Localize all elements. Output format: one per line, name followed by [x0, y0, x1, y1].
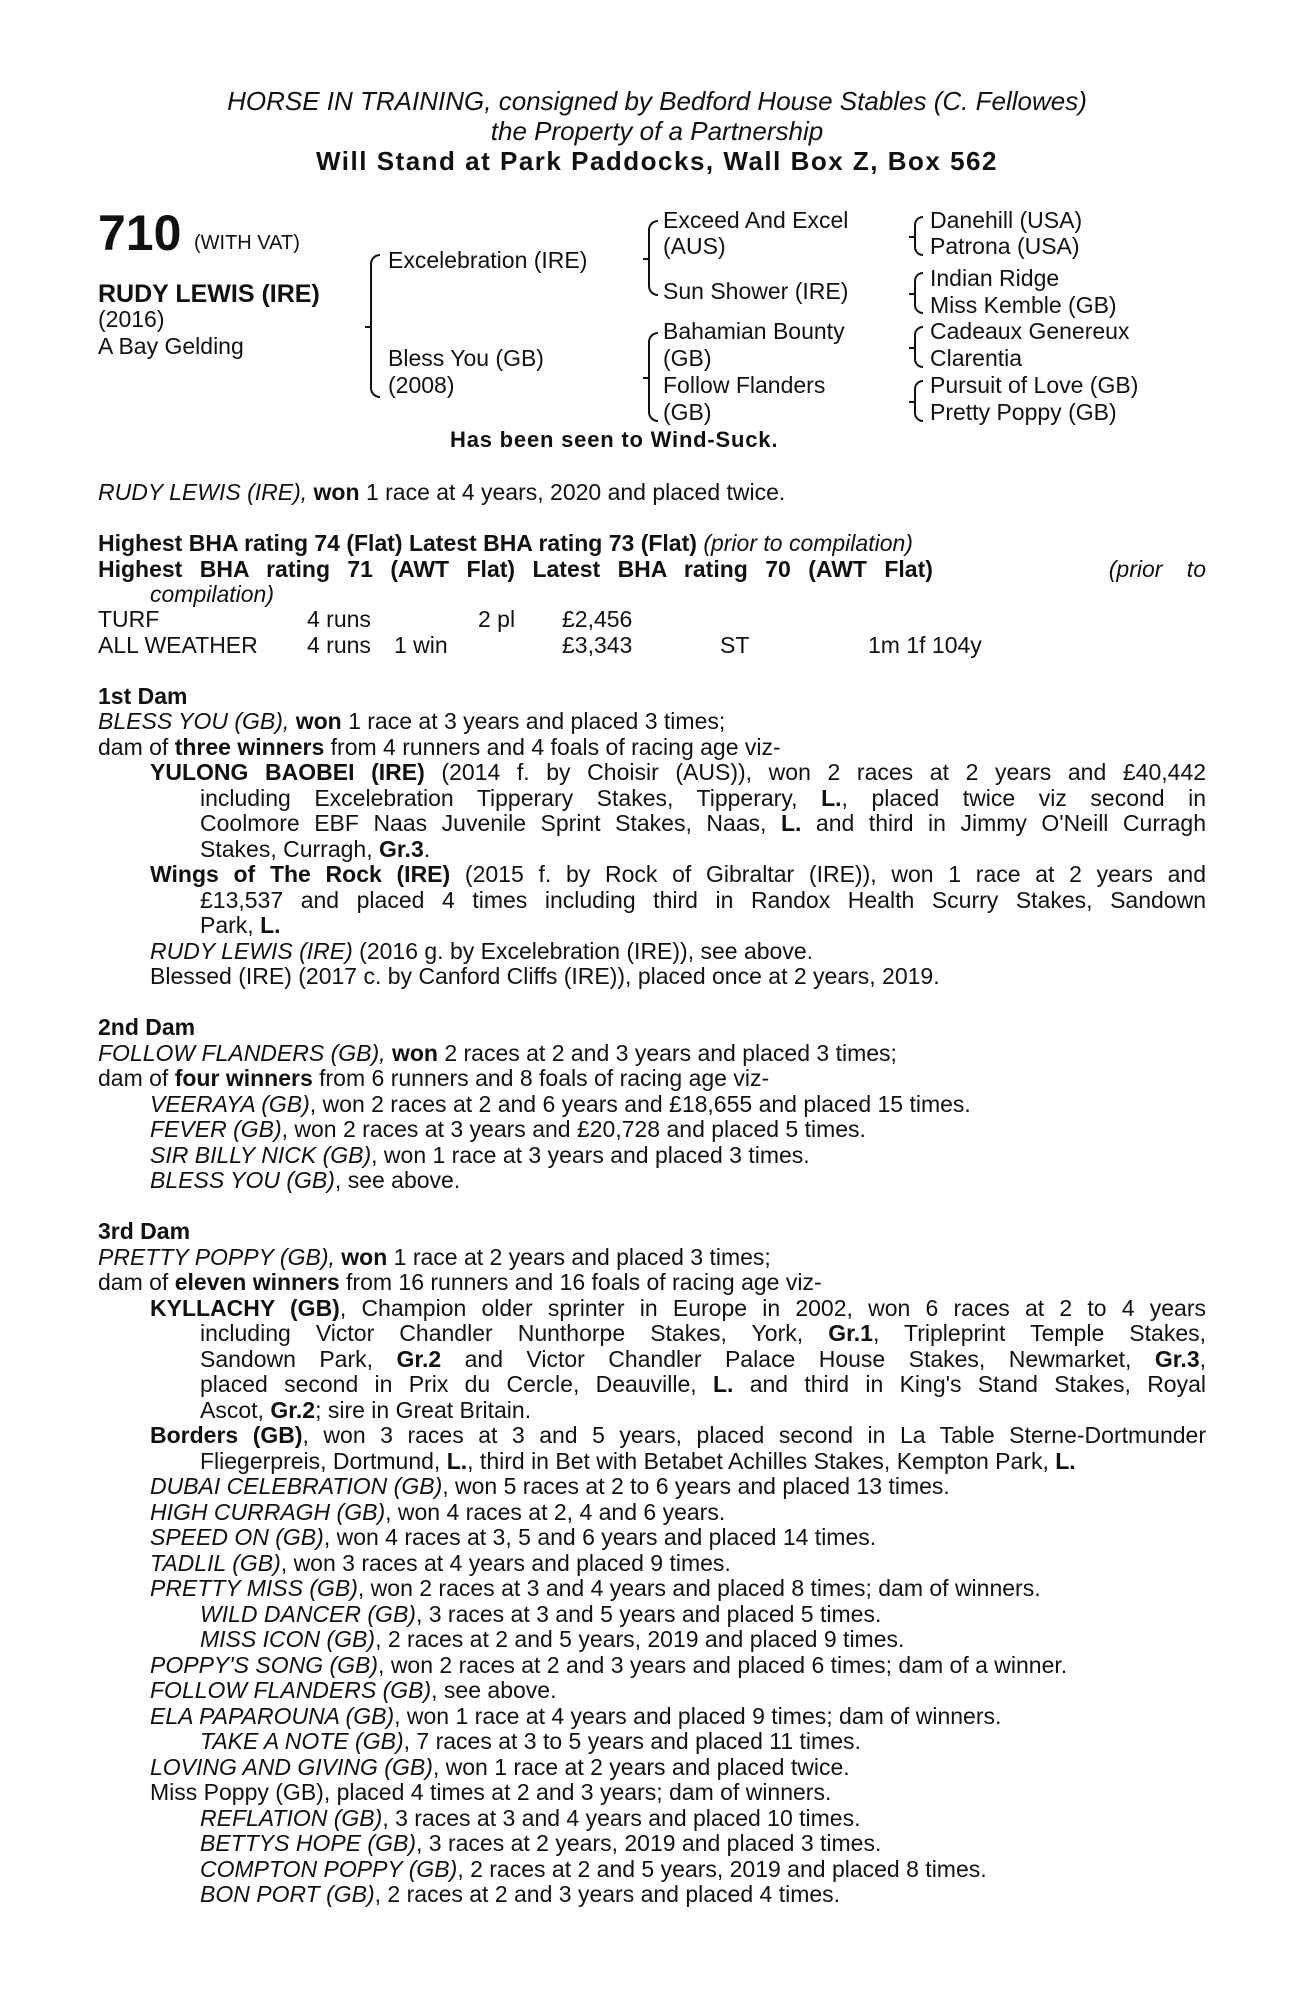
- pedigree-dds: Pursuit of Love (GB): [930, 372, 1139, 398]
- wind-suck-note: Has been seen to Wind-Suck.: [450, 427, 779, 452]
- aw-earnings: £3,343: [562, 632, 633, 658]
- foaling-year: (2016): [98, 306, 165, 332]
- borders-line1: [150, 1422, 1206, 1448]
- kyllachy-name: KYLLACHY (GB): [150, 1295, 340, 1321]
- rating-flat-note: (prior to compilation): [703, 530, 913, 556]
- header-title: HORSE IN TRAINING, consigned by Bedford House Stables (C. Fellowes): [227, 86, 1087, 116]
- dam2-p2-name: FEVER (GB): [150, 1116, 282, 1142]
- borders-b: Fliegerpreis, Dortmund,: [200, 1448, 441, 1474]
- borders-line2: [200, 1448, 1076, 1474]
- rating-awt-note-2: compilation): [150, 581, 274, 607]
- aw-label: ALL WEATHER: [98, 632, 258, 658]
- produce-name: BETTYS HOPE (GB): [200, 1830, 416, 1856]
- dam2-winners: four winners: [174, 1065, 313, 1091]
- pedigree-dam: Bless You (GB): [388, 345, 544, 371]
- dam1-p1-cl: L.: [780, 810, 802, 836]
- dam2-l2a: dam of: [98, 1065, 169, 1091]
- rating-flat: [98, 530, 913, 556]
- dam1-p2-name: Wings of The Rock (IRE): [150, 861, 451, 887]
- produce-line: [150, 1575, 1041, 1601]
- aw-distance: 1m 1f 104y: [868, 632, 982, 658]
- race-summary: [98, 479, 785, 505]
- produce-line: [150, 1779, 831, 1805]
- dam3-winners: eleven winners: [174, 1269, 340, 1295]
- kyllachy-b2: , Tripleprint Temple Stakes,: [872, 1320, 1207, 1346]
- produce-name: BON PORT (GB): [200, 1881, 375, 1907]
- header-owner: the Property of a Partnership: [490, 116, 824, 146]
- produce-rest: , 3 races at 3 and 5 years and placed 5 times.: [415, 1601, 882, 1627]
- dam1-p2-a: (2015 f. by Rock of Gibraltar (IRE)), won 1 race at 2 years and: [464, 861, 1207, 887]
- dam1-p4: Blessed (IRE) (2017 c. by Canford Cliffs (IRE)), placed once at 2 years, 2019.: [150, 963, 940, 989]
- horse-description: A Bay Gelding: [98, 333, 244, 359]
- dam1-p3-name: RUDY LEWIS (IRE): [150, 938, 353, 964]
- turf-earnings: £2,456: [562, 606, 633, 632]
- dam1-p2-line3: [200, 912, 281, 938]
- produce-rest: , won 3 races at 4 years and placed 9 times.: [280, 1550, 731, 1576]
- kyllachy-eg: Gr.2: [270, 1397, 316, 1423]
- produce-name: ELA PAPAROUNA (GB): [150, 1703, 395, 1729]
- summary-won: won: [313, 479, 360, 505]
- lot-number: 710: [98, 205, 182, 261]
- dam1-p3-rest: (2016 g. by Excelebration (IRE)), see above.: [359, 938, 814, 964]
- pedigree-dam-sire-country: (GB): [663, 345, 712, 371]
- borders-bl2: L.: [1055, 1448, 1076, 1474]
- kyllachy-e2: ; sire in Great Britain.: [315, 1397, 532, 1423]
- pedigree-dam-dam: Follow Flanders: [663, 372, 826, 398]
- produce-rest: , won 5 races at 2 to 6 years and placed 13 times.: [442, 1473, 950, 1499]
- kyllachy-cg: Gr.2: [396, 1346, 442, 1372]
- produce-line: [200, 1881, 840, 1907]
- kyllachy-d2: and third in King's Stand Stakes, Royal: [749, 1371, 1206, 1397]
- kyllachy-c: Sandown Park,: [200, 1346, 374, 1372]
- produce-name: HIGH CURRAGH (GB): [150, 1499, 386, 1525]
- pedigree-brace-sire: [648, 220, 658, 296]
- kyllachy-c2: and Victor Chandler Palace House Stakes, Newmarket,: [464, 1346, 1132, 1372]
- dam2-p3-rest: , won 1 race at 3 years and placed 3 times.: [371, 1142, 810, 1168]
- dam3-name: PRETTY POPPY (GB),: [98, 1244, 335, 1270]
- dam1-p1-c2: and third in Jimmy O'Neill Curragh: [815, 810, 1207, 836]
- dam2-line1: [98, 1040, 897, 1066]
- dam3-heading: 3rd Dam: [98, 1218, 191, 1244]
- produce-line: [200, 1805, 860, 1831]
- dam1-p1-name: YULONG BAOBEI (IRE): [150, 759, 425, 785]
- dam1-line1: [98, 708, 725, 734]
- dam2-name: FOLLOW FLANDERS (GB),: [98, 1040, 386, 1066]
- dam1-winners: three winners: [174, 734, 325, 760]
- kyllachy-dl: L.: [712, 1371, 734, 1397]
- produce-name: TAKE A NOTE (GB): [200, 1728, 404, 1754]
- dam1-p2-line1: [150, 861, 1206, 887]
- produce-line: [150, 1550, 731, 1576]
- dam1-p1-d: Stakes, Curragh,: [200, 836, 373, 862]
- dam1-p1-c: Coolmore EBF Naas Juvenile Sprint Stakes, Naas,: [200, 810, 767, 836]
- produce-line: [150, 1703, 1001, 1729]
- summary-name: RUDY LEWIS (IRE),: [98, 479, 308, 505]
- dam2-won: won: [391, 1040, 438, 1066]
- produce-rest: , won 2 races at 3 and 4 years and placed 8 times; dam of winners.: [357, 1575, 1041, 1601]
- dam2-p1: [150, 1091, 971, 1117]
- dam3-record: 1 race at 2 years and placed 3 times;: [393, 1244, 771, 1270]
- produce-rest: , won 2 races at 2 and 3 years and placed 6 times; dam of a winner.: [378, 1652, 1068, 1678]
- produce-line: [200, 1626, 904, 1652]
- rating-awt-text: Highest BHA rating 71 (AWT Flat) Latest BHA rating 70 (AWT Flat): [98, 556, 933, 582]
- kyllachy-bg: Gr.1: [828, 1320, 873, 1346]
- dam2-line2: [98, 1065, 769, 1091]
- produce-rest: , 3 races at 3 and 4 years and placed 10 times.: [382, 1805, 861, 1831]
- produce-name: TADLIL (GB): [150, 1550, 281, 1576]
- produce-line: [150, 1677, 556, 1703]
- kyllachy-line2: [200, 1320, 1206, 1346]
- pedigree-sss: Danehill (USA): [930, 207, 1083, 233]
- dam1-line2: [98, 734, 781, 760]
- dam2-heading: 2nd Dam: [98, 1014, 196, 1040]
- aw-going: ST: [720, 632, 750, 658]
- dam2-p2: [150, 1116, 866, 1142]
- dam1-heading: 1st Dam: [98, 683, 188, 709]
- pedigree-ddd: Pretty Poppy (GB): [930, 399, 1117, 425]
- produce-name: FOLLOW FLANDERS (GB): [150, 1677, 432, 1703]
- rating-flat-text: Highest BHA rating 74 (Flat) Latest BHA rating 73 (Flat): [98, 530, 697, 556]
- produce-name: REFLATION (GB): [200, 1805, 383, 1831]
- produce-rest: , 3 races at 2 years, 2019 and placed 3 times.: [415, 1830, 882, 1856]
- horse-name: RUDY LEWIS (IRE): [98, 280, 320, 308]
- kyllachy-line1: [150, 1295, 1206, 1321]
- pedigree-brace-ds: [914, 326, 923, 368]
- produce-rest: , 7 races at 3 to 5 years and placed 11 times.: [403, 1728, 861, 1754]
- turf-label: TURF: [98, 606, 160, 632]
- pedigree-sire-sire: Exceed And Excel: [663, 207, 849, 233]
- produce-name: COMPTON POPPY (GB): [200, 1856, 458, 1882]
- dam1-p1-line4: [200, 836, 430, 862]
- dam2-p4-name: BLESS YOU (GB): [150, 1167, 335, 1193]
- dam3-line1: [98, 1244, 771, 1270]
- turf-placed: 2 pl: [478, 606, 516, 632]
- dam1-p1-a: (2014 f. by Choisir (AUS)), won 2 races at 2 years and £40,442: [441, 759, 1207, 785]
- dam2-p1-rest: , won 2 races at 2 and 6 years and £18,655 and placed 15 times.: [309, 1091, 971, 1117]
- borders-b2: , third in Bet with Betabet Achilles Stakes, Kempton Park,: [467, 1448, 1049, 1474]
- vat-note: (WITH VAT): [194, 232, 300, 254]
- kyllachy-line5: [200, 1397, 531, 1423]
- produce-rest: Miss Poppy (GB), placed 4 times at 2 and 3 years; dam of winners.: [150, 1779, 832, 1805]
- produce-name: SPEED ON (GB): [150, 1524, 324, 1550]
- produce-rest: , 2 races at 2 and 5 years, 2019 and placed 9 times.: [375, 1626, 905, 1652]
- produce-line: [150, 1499, 725, 1525]
- dam3-won: won: [341, 1244, 388, 1270]
- produce-rest: , 2 races at 2 and 3 years and placed 4 times.: [374, 1881, 841, 1907]
- produce-rest: , won 4 races at 3, 5 and 6 years and placed 14 times.: [323, 1524, 877, 1550]
- produce-rest: , see above.: [431, 1677, 557, 1703]
- dam1-p2-c: Park,: [200, 912, 254, 938]
- kyllachy-e: Ascot,: [200, 1397, 264, 1423]
- produce-line: [200, 1728, 861, 1754]
- produce-name: POPPY'S SONG (GB): [150, 1652, 379, 1678]
- dam1-won: won: [295, 708, 342, 734]
- dam2-p2-rest: , won 2 races at 3 years and £20,728 and placed 5 times.: [281, 1116, 866, 1142]
- dam1-p3: [150, 938, 813, 964]
- borders-bl: L.: [446, 1448, 468, 1474]
- produce-rest: , won 1 race at 4 years and placed 9 times; dam of winners.: [394, 1703, 1002, 1729]
- kyllachy-b: including Victor Chandler Nunthorpe Stakes, York,: [200, 1320, 804, 1346]
- kyllachy-a: , Champion older sprinter in Europe in 2002, won 6 races at 2 to 4 years: [339, 1295, 1207, 1321]
- borders-a: , won 3 races at 3 and 5 years, placed second in La Table Sterne-Dortmunder: [302, 1422, 1206, 1448]
- borders-name: Borders (GB): [150, 1422, 303, 1448]
- dam1-p1-dg: Gr.3: [378, 836, 424, 862]
- dam3-l2a: dam of: [98, 1269, 169, 1295]
- pedigree-sds: Indian Ridge: [930, 265, 1060, 291]
- dam1-p1-line2: [200, 785, 1206, 811]
- dam1-p1-d2: .: [423, 836, 431, 862]
- kyllachy-c3: ,: [1199, 1346, 1207, 1372]
- produce-name: PRETTY MISS (GB): [150, 1575, 358, 1601]
- produce-line: [200, 1856, 987, 1882]
- produce-rest: , won 1 race at 2 years and placed twice.: [432, 1754, 850, 1780]
- pedigree-brace-dam: [648, 332, 658, 422]
- dam1-l2c: from 4 runners and 4 foals of racing age viz-: [330, 734, 781, 760]
- produce-name: MISS ICON (GB): [200, 1626, 376, 1652]
- produce-line: [200, 1601, 881, 1627]
- pedigree-sire-dam: Sun Shower (IRE): [663, 278, 849, 304]
- produce-name: DUBAI CELEBRATION (GB): [150, 1473, 443, 1499]
- produce-line: [200, 1830, 881, 1856]
- pedigree-sire: Excelebration (IRE): [388, 247, 588, 273]
- dam2-record: 2 races at 2 and 3 years and placed 3 times;: [444, 1040, 897, 1066]
- pedigree-dam-year: (2008): [388, 372, 455, 398]
- pedigree-sire-sire-country: (AUS): [663, 233, 726, 259]
- dam2-p1-name: VEERAYA (GB): [150, 1091, 310, 1117]
- aw-runs: 4 runs: [307, 632, 371, 658]
- dam1-name: BLESS YOU (GB),: [98, 708, 290, 734]
- summary-rest: 1 race at 4 years, 2020 and placed twice.: [365, 479, 786, 505]
- kyllachy-cg2: Gr.3: [1154, 1346, 1200, 1372]
- rating-awt: [98, 556, 1206, 582]
- dam1-record: 1 race at 3 years and placed 3 times;: [348, 708, 726, 734]
- dam2-p3-name: SIR BILLY NICK (GB): [150, 1142, 372, 1168]
- dam3-line2: [98, 1269, 822, 1295]
- dam1-p1-line3: [200, 810, 1206, 836]
- dam3-l2c: from 16 runners and 16 foals of racing age viz-: [346, 1269, 822, 1295]
- produce-rest: , 2 races at 2 and 5 years, 2019 and placed 8 times.: [457, 1856, 987, 1882]
- produce-line: [150, 1652, 1067, 1678]
- dam1-p2-line2: £13,537 and placed 4 times including third in Randox Health Scurry Stakes, Sandown: [200, 887, 1206, 913]
- produce-rest: , won 4 races at 2, 4 and 6 years.: [385, 1499, 726, 1525]
- aw-wins: 1 win: [394, 632, 448, 658]
- pedigree-ssd: Patrona (USA): [930, 233, 1080, 259]
- dam2-l2c: from 6 runners and 8 foals of racing age viz-: [319, 1065, 770, 1091]
- produce-name: WILD DANCER (GB): [200, 1601, 416, 1627]
- dam1-l2a: dam of: [98, 734, 169, 760]
- turf-runs: 4 runs: [307, 606, 371, 632]
- kyllachy-line4: [200, 1371, 1206, 1397]
- pedigree-sdd: Miss Kemble (GB): [930, 292, 1117, 318]
- dam2-p3: [150, 1142, 810, 1168]
- header-location: Will Stand at Park Paddocks, Wall Box Z, Box 562: [316, 146, 998, 176]
- dam1-p2-cl: L.: [260, 912, 281, 938]
- produce-line: [150, 1473, 950, 1499]
- dam1-p1-line1: [150, 759, 1206, 785]
- pedigree-brace-ss: [914, 216, 923, 256]
- pedigree-dsd: Clarentia: [930, 345, 1023, 371]
- kyllachy-line3: [200, 1346, 1206, 1372]
- kyllachy-d: placed second in Prix du Cercle, Deauville,: [200, 1371, 697, 1397]
- dam1-p1-bl: L.: [821, 785, 842, 811]
- produce-name: LOVING AND GIVING (GB): [150, 1754, 433, 1780]
- pedigree-dam-sire: Bahamian Bounty: [663, 318, 845, 344]
- pedigree-brace-dd: [914, 380, 923, 422]
- pedigree-dam-dam-country: (GB): [663, 399, 712, 425]
- rating-awt-note: (prior to: [1108, 556, 1206, 582]
- dam2-p4: [150, 1167, 460, 1193]
- dam1-p1-b2: , placed twice viz second in: [841, 785, 1207, 811]
- pedigree-dss: Cadeaux Genereux: [930, 318, 1130, 344]
- pedigree-brace-main: [370, 254, 380, 398]
- produce-line: [150, 1524, 876, 1550]
- pedigree-brace-sd: [914, 272, 923, 314]
- dam2-p4-rest: , see above.: [334, 1167, 461, 1193]
- dam1-p1-b: including Excelebration Tipperary Stakes, Tipperary,: [200, 785, 798, 811]
- produce-line: [150, 1754, 850, 1780]
